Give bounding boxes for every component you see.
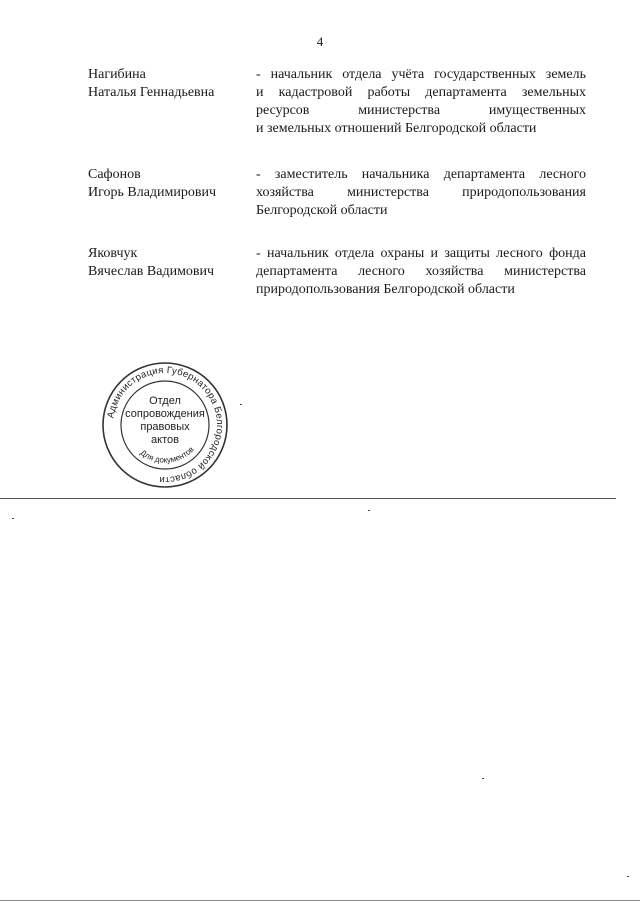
person-name [88, 66, 248, 102]
position-line: и земельных отношений Белгородской области [256, 121, 537, 136]
stamp-center-line: Отдел [149, 395, 181, 407]
stamp-ring-text: Администрация Губернатора Белгородской области [105, 364, 226, 486]
horizontal-rule [0, 498, 616, 499]
person-name [88, 166, 248, 202]
position-line: и кадастровой работы департамента земельных [256, 85, 586, 100]
page-number: 4 [316, 34, 324, 49]
person-given-names: Вячеслав Вадимович [88, 264, 215, 279]
position-line: Белгородской области [256, 203, 388, 218]
scan-speck [240, 404, 242, 405]
stamp-bottom-text: Для документов [138, 444, 196, 465]
position-line: ресурсов министерства имущественных [256, 103, 586, 118]
stamp-center-text [121, 395, 209, 447]
person-position [256, 66, 586, 138]
person-surname: Сафонов [88, 167, 141, 182]
person-position [256, 245, 586, 299]
official-stamp [100, 360, 230, 490]
person-name [88, 245, 248, 281]
scan-speck [482, 778, 484, 779]
stamp-center-line: правовых [140, 421, 190, 433]
scan-speck [12, 518, 14, 519]
stamp-center-line: сопровождения [125, 408, 205, 420]
position-line: - заместитель начальника департамента лесного [256, 167, 586, 182]
position-line: природопользования Белгородской области [256, 282, 515, 297]
position-line: департамента лесного хозяйства министерства [256, 264, 586, 279]
position-line: - начальник отдела охраны и защиты лесного фонда [256, 246, 586, 261]
svg-text:Для документов [139, 445, 196, 465]
person-given-names: Игорь Владимирович [88, 185, 217, 200]
stamp-center-line: актов [151, 434, 179, 446]
position-line: - начальник отдела учёта государственных земель [256, 67, 586, 82]
scan-speck [368, 510, 370, 511]
scan-speck [627, 876, 629, 877]
person-surname: Нагибина [88, 67, 146, 82]
person-given-names: Наталья Геннадьевна [88, 85, 215, 100]
person-surname: Яковчук [88, 246, 138, 261]
bottom-rule [0, 900, 640, 901]
person-position [256, 166, 586, 220]
position-line: хозяйства министерства природопользования [256, 185, 586, 200]
